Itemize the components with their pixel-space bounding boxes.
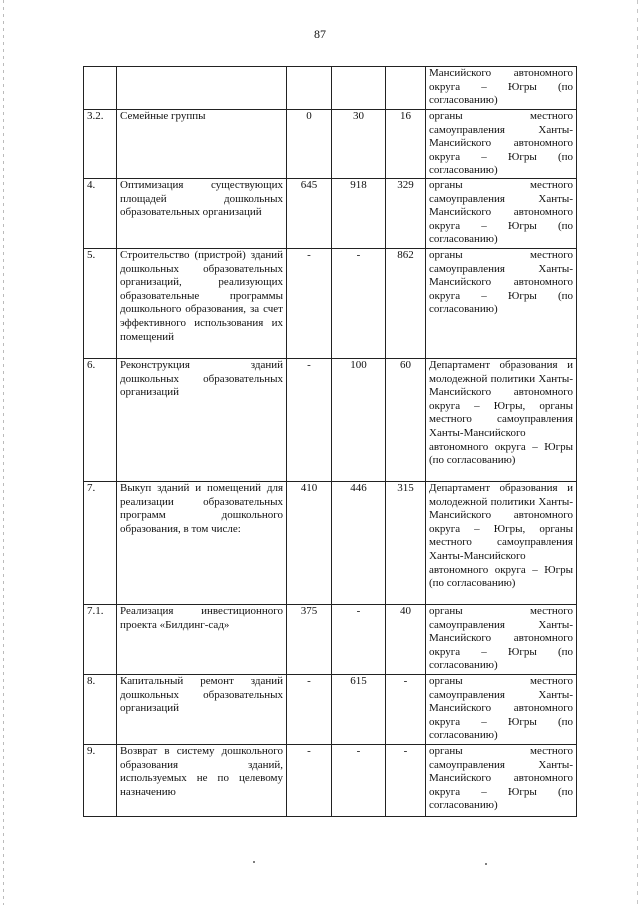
scan-edge-left — [3, 0, 4, 905]
responsible-executor: органы местного самоуправления Ханты-Мансийского автономного округа – Югры (по согласованию) — [426, 605, 577, 675]
table-row — [84, 675, 577, 745]
value-year-3: 862 — [386, 249, 426, 359]
row-number: 9. — [84, 745, 117, 817]
row-number: 3.2. — [84, 110, 117, 179]
value-year-2: 30 — [332, 110, 386, 179]
value-year-2 — [332, 67, 386, 110]
row-number: 6. — [84, 359, 117, 482]
value-year-2: 446 — [332, 482, 386, 605]
measures-table — [83, 66, 577, 817]
responsible-executor: органы местного самоуправления Ханты-Мансийского автономного округа – Югры (по согласованию) — [426, 179, 577, 249]
value-year-2: - — [332, 745, 386, 817]
measure-name — [117, 67, 287, 110]
value-year-1: 645 — [287, 179, 332, 249]
value-year-3: 16 — [386, 110, 426, 179]
value-year-2: 100 — [332, 359, 386, 482]
responsible-executor: органы местного самоуправления Ханты-Мансийского автономного округа – Югры (по согласованию) — [426, 675, 577, 745]
row-number: 7. — [84, 482, 117, 605]
measure-name: Возврат в систему дошкольного образования зданий, используемых не по целевому назначению — [117, 745, 287, 817]
value-year-1: - — [287, 675, 332, 745]
value-year-3: 315 — [386, 482, 426, 605]
scan-speck — [485, 863, 487, 865]
scan-edge-right — [637, 0, 638, 905]
value-year-1: - — [287, 745, 332, 817]
responsible-executor: Департамент образования и молодежной политики Ханты-Мансийского автономного округа – Югры, органы местного самоуправления Ханты-Мансийского автономного округа – Югры (по согласованию) — [426, 482, 577, 605]
table-row — [84, 745, 577, 817]
scan-speck — [253, 861, 255, 863]
value-year-1: - — [287, 359, 332, 482]
value-year-1: 0 — [287, 110, 332, 179]
responsible-executor: органы местного самоуправления Ханты-Мансийского автономного округа – Югры (по согласованию) — [426, 249, 577, 359]
value-year-3: - — [386, 745, 426, 817]
table-row — [84, 605, 577, 675]
value-year-2: 918 — [332, 179, 386, 249]
table-row — [84, 179, 577, 249]
measure-name: Реализация инвестиционного проекта «Билдинг-сад» — [117, 605, 287, 675]
value-year-1: - — [287, 249, 332, 359]
value-year-3: - — [386, 675, 426, 745]
responsible-executor: органы местного самоуправления Ханты-Мансийского автономного округа – Югры (по согласованию) — [426, 110, 577, 179]
value-year-1: 410 — [287, 482, 332, 605]
value-year-3 — [386, 67, 426, 110]
value-year-1 — [287, 67, 332, 110]
value-year-2: - — [332, 249, 386, 359]
value-year-3: 60 — [386, 359, 426, 482]
measure-name: Капитальный ремонт зданий дошкольных образовательных организаций — [117, 675, 287, 745]
value-year-3: 329 — [386, 179, 426, 249]
measure-name: Оптимизация существующих площадей дошкольных образовательных организаций — [117, 179, 287, 249]
row-number: 5. — [84, 249, 117, 359]
responsible-executor: Мансийского автономного округа – Югры (по согласованию) — [426, 67, 577, 110]
row-number: 4. — [84, 179, 117, 249]
table-row — [84, 110, 577, 179]
row-number: 7.1. — [84, 605, 117, 675]
table-row — [84, 482, 577, 605]
value-year-3: 40 — [386, 605, 426, 675]
responsible-executor: Департамент образования и молодежной политики Ханты-Мансийского автономного округа – Югры, органы местного самоуправления Ханты-Мансийского автономного округа – Югры (по согласованию) — [426, 359, 577, 482]
table-row — [84, 249, 577, 359]
page-number: 87 — [314, 27, 326, 41]
responsible-executor: органы местного самоуправления Ханты-Мансийского автономного округа – Югры (по согласованию) — [426, 745, 577, 817]
measure-name: Семейные группы — [117, 110, 287, 179]
value-year-2: - — [332, 605, 386, 675]
row-number: 8. — [84, 675, 117, 745]
table-row — [84, 359, 577, 482]
measure-name: Выкуп зданий и помещений для реализации образовательных программ дошкольного образования, в том числе: — [117, 482, 287, 605]
value-year-2: 615 — [332, 675, 386, 745]
measure-name: Реконструкция зданий дошкольных образовательных организаций — [117, 359, 287, 482]
value-year-1: 375 — [287, 605, 332, 675]
table-row — [84, 67, 577, 110]
row-number — [84, 67, 117, 110]
measure-name: Строительство (пристрой) зданий дошкольных образовательных организаций, реализующих образовательные программы дошкольного образования, за счет эффективного использования их помещений — [117, 249, 287, 359]
